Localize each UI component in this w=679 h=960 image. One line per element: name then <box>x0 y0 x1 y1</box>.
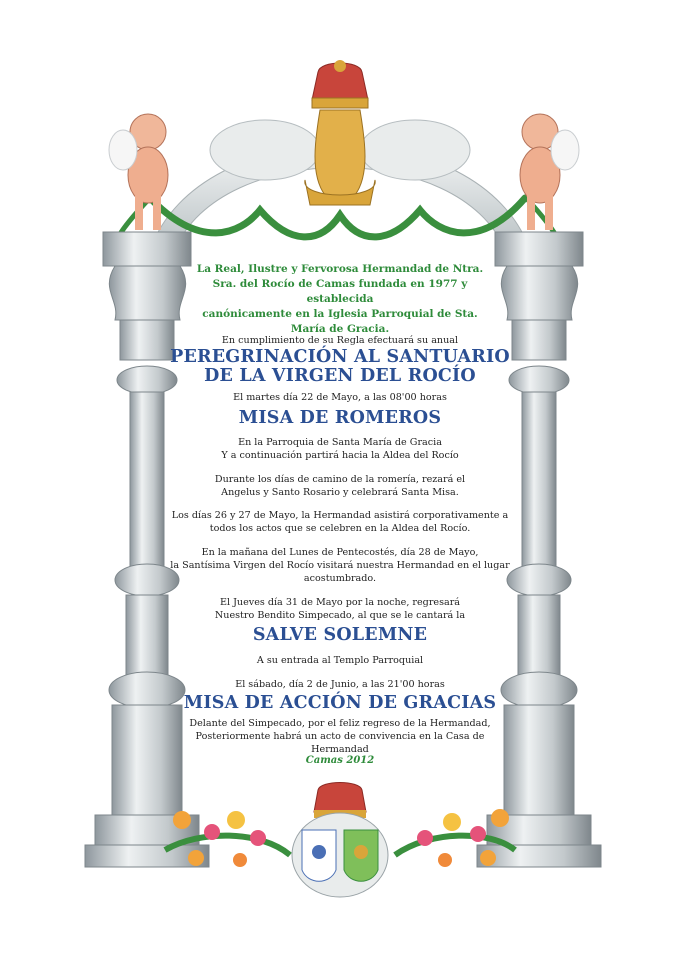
header-line-3: canónicamente en la Iglesia Parroquial de Sta. María de Gracia. <box>202 308 478 335</box>
return-line-1: El Jueves día 31 de Mayo por la noche, regresará <box>219 597 461 608</box>
thanksgiving-date: El sábado, día 2 de Junio, a las 21'00 horas <box>235 679 445 690</box>
closing-line-2: Posteriormente habrá un acto de convivencia en la Casa de Hermandad <box>195 731 485 755</box>
left-cherub <box>109 114 168 230</box>
pilgrimage-date: El martes día 22 de Mayo, a las 08'00 horas <box>233 392 447 403</box>
parish-line-1: En la Parroquia de Santa María de Gracia <box>238 437 442 448</box>
pentecost-line-1: En la mañana del Lunes de Pentecostés, día 28 de Mayo, <box>201 547 479 558</box>
parish-line-2: Y a continuación partirá hacia la Aldea del Rocío <box>221 450 459 461</box>
footer-place-year: Camas 2012 <box>305 755 375 766</box>
pilgrimage-days-line-2: Angelus y Santo Rosario y celebrará Santa Misa. <box>221 487 459 498</box>
may-dates-line-1: Los días 26 y 27 de Mayo, la Hermandad asistirá corporativamente a <box>171 510 509 521</box>
return-line-2: Nuestro Bendito Simpecado, al que se le cantará la <box>214 610 466 621</box>
pilgrimage-title-line-2: DE LA VIRGEN DEL ROCÍO <box>204 366 476 386</box>
romeros-mass-title: MISA DE ROMEROS <box>238 408 442 428</box>
salve-title: SALVE SOLEMNE <box>252 625 428 645</box>
coat-of-arms <box>292 783 388 898</box>
intro-text: En cumplimiento de su Regla efectuará su anual <box>221 335 459 346</box>
header-line-2: Sra. del Rocío de Camas fundada en 1977 y establecida <box>212 278 468 305</box>
pentecost-line-2: la Santísima Virgen del Rocío visitará nuestra Hermandad en el lugar <box>170 560 510 571</box>
thanksgiving-mass-title: MISA DE ACCIÓN DE GRACIAS <box>183 693 497 713</box>
top-crest <box>305 60 375 205</box>
may-dates-line-2: todos los actos que se celebren en la Aldea del Rocío. <box>209 523 471 534</box>
pilgrimage-days-line-1: Durante los días de camino de la romería, rezará el <box>214 474 466 485</box>
pentecost-line-3: acostumbrado. <box>303 573 377 584</box>
temple-entry-text: A su entrada al Templo Parroquial <box>256 655 424 666</box>
right-cherub <box>520 114 579 230</box>
brotherhood-header <box>190 262 490 337</box>
closing-line-1: Delante del Simpecado, por el feliz regreso de la Hermandad, <box>189 718 491 729</box>
pilgrimage-title-line-1: PEREGRINACIÓN AL SANTUARIO <box>170 347 510 367</box>
header-line-1: La Real, Ilustre y Fervorosa Hermandad de Ntra. <box>196 263 484 275</box>
